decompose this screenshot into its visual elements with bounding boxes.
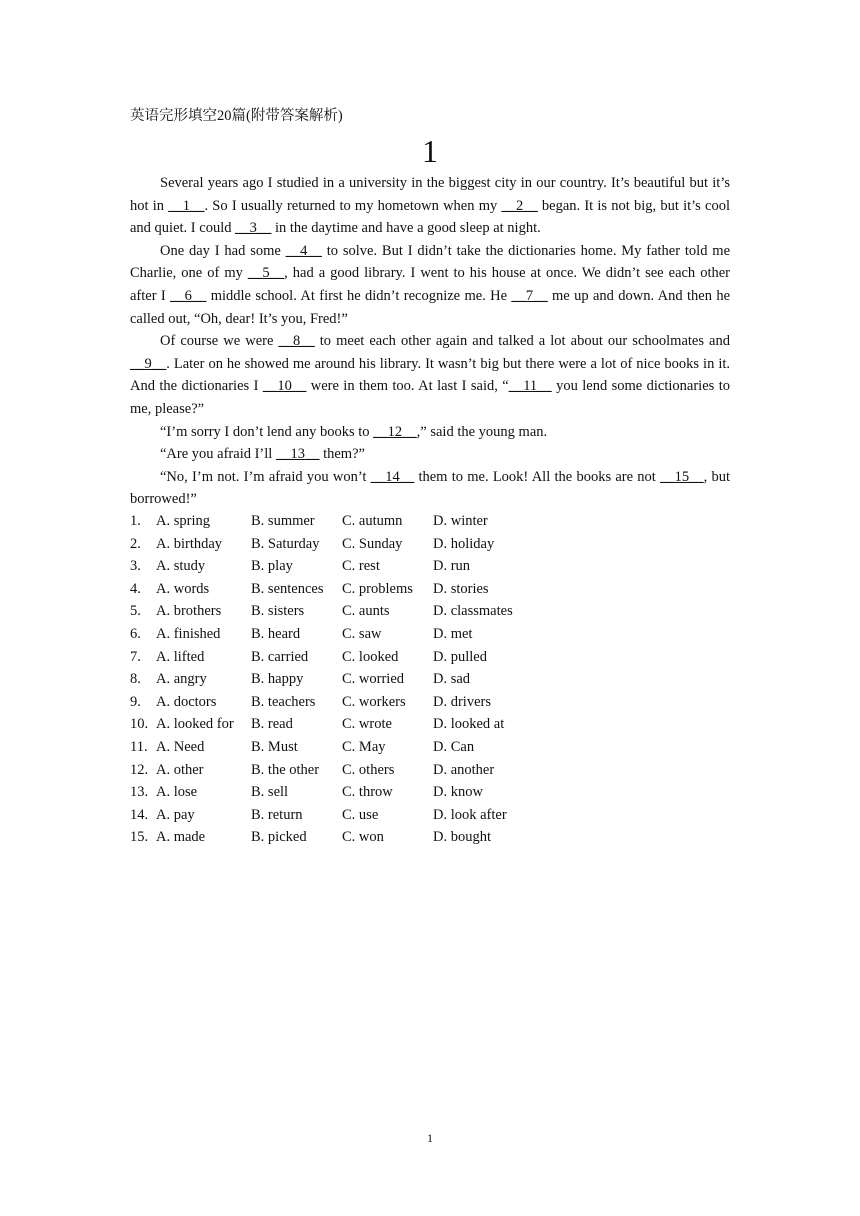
- option-row: 14. A. pay B. return C. use D. look after: [130, 806, 507, 823]
- blank-13: __13__: [275, 446, 320, 463]
- page-number: 1: [427, 1131, 433, 1145]
- passage-paragraph: One day I had some __4__ to solve. But I didn’t take the dictionaries home. My father told me Charlie, one of my __5__, had a good library. I went to his house at once. We didn’t see each other after I __6__ middle school. At first he didn’t recognize me. He __7__ me up and down. And then he called out, “Oh, dear! It’s you, Fred!”: [130, 242, 731, 327]
- blank-9: __9__: [130, 355, 167, 372]
- option-row: 15. A. made B. picked C. won D. bought: [130, 829, 491, 846]
- option-row: 10. A. looked for B. read C. wrote D. looked at: [130, 716, 505, 733]
- option-row: 12. A. other B. the other C. others D. another: [130, 761, 495, 778]
- answer-options: [130, 510, 730, 849]
- option-row: 9. A. doctors B. teachers C. workers D. drivers: [130, 693, 491, 710]
- option-row: 3. A. study B. play C. rest D. run: [130, 558, 471, 575]
- passage-paragraph: “I’m sorry I don’t lend any books to __12__,” said the young man.: [160, 423, 548, 440]
- option-row: 6. A. finished B. heard C. saw D. met: [130, 625, 473, 642]
- blank-4: __4__: [285, 242, 322, 259]
- blank-6: __6__: [170, 287, 207, 304]
- option-row: 1. A. spring B. summer C. autumn D. winter: [130, 513, 488, 529]
- blank-14: __14__: [370, 468, 415, 485]
- blank-1: __1__: [168, 197, 205, 214]
- blank-15: __15__: [660, 468, 704, 485]
- blank-2: __2__: [501, 197, 538, 214]
- blank-12: __12__: [373, 423, 417, 440]
- option-row: 2. A. birthday B. Saturday C. Sunday D. holiday: [130, 535, 495, 552]
- blank-8: __8__: [278, 333, 315, 350]
- blank-11: __11__: [508, 378, 552, 395]
- passage-paragraph: “No, I’m not. I’m afraid you won’t __14__ them to me. Look! All the books are not __15__, but borrowed!”: [130, 468, 730, 508]
- option-row: 11. A. Need B. Must C. May D. Can: [130, 738, 475, 755]
- document-title: 英语完形填空20篇(附带答案解析): [130, 108, 343, 124]
- option-row: 7. A. lifted B. carried C. looked D. pulled: [130, 648, 487, 665]
- cloze-passage: [130, 172, 730, 511]
- option-row: 8. A. angry B. happy C. worried D. sad: [130, 671, 471, 688]
- section-number: 1: [422, 133, 438, 169]
- option-row: 5. A. brothers B. sisters C. aunts D. classmates: [130, 603, 513, 620]
- blank-3: __3__: [235, 220, 272, 237]
- passage-paragraph: Several years ago I studied in a university in the biggest city in our country. It’s beautiful but it’s hot in __1__. So I usually returned to my hometown when my __2__ began. It is not big, but it’s cool and quiet. I could __3__ in the daytime and have a good sleep at night.: [130, 175, 730, 237]
- blank-5: __5__: [247, 265, 285, 282]
- passage-paragraph: Of course we were __8__ to meet each other again and talked a lot about our schoolmates and __9__. Later on he showed me around his library. It wasn’t big but there were a lot of nice books in it. And the dictionaries I __10__ were in them too. At last I said, “__11__ you lend some dictionaries to me, please?”: [130, 333, 730, 417]
- passage-paragraph: “Are you afraid I’ll __13__ them?”: [160, 446, 365, 463]
- blank-10: __10__: [262, 378, 307, 395]
- option-row: 13. A. lose B. sell C. throw D. know: [130, 784, 483, 801]
- option-row: 4. A. words B. sentences C. problems D. stories: [130, 580, 489, 597]
- blank-7: __7__: [511, 287, 548, 304]
